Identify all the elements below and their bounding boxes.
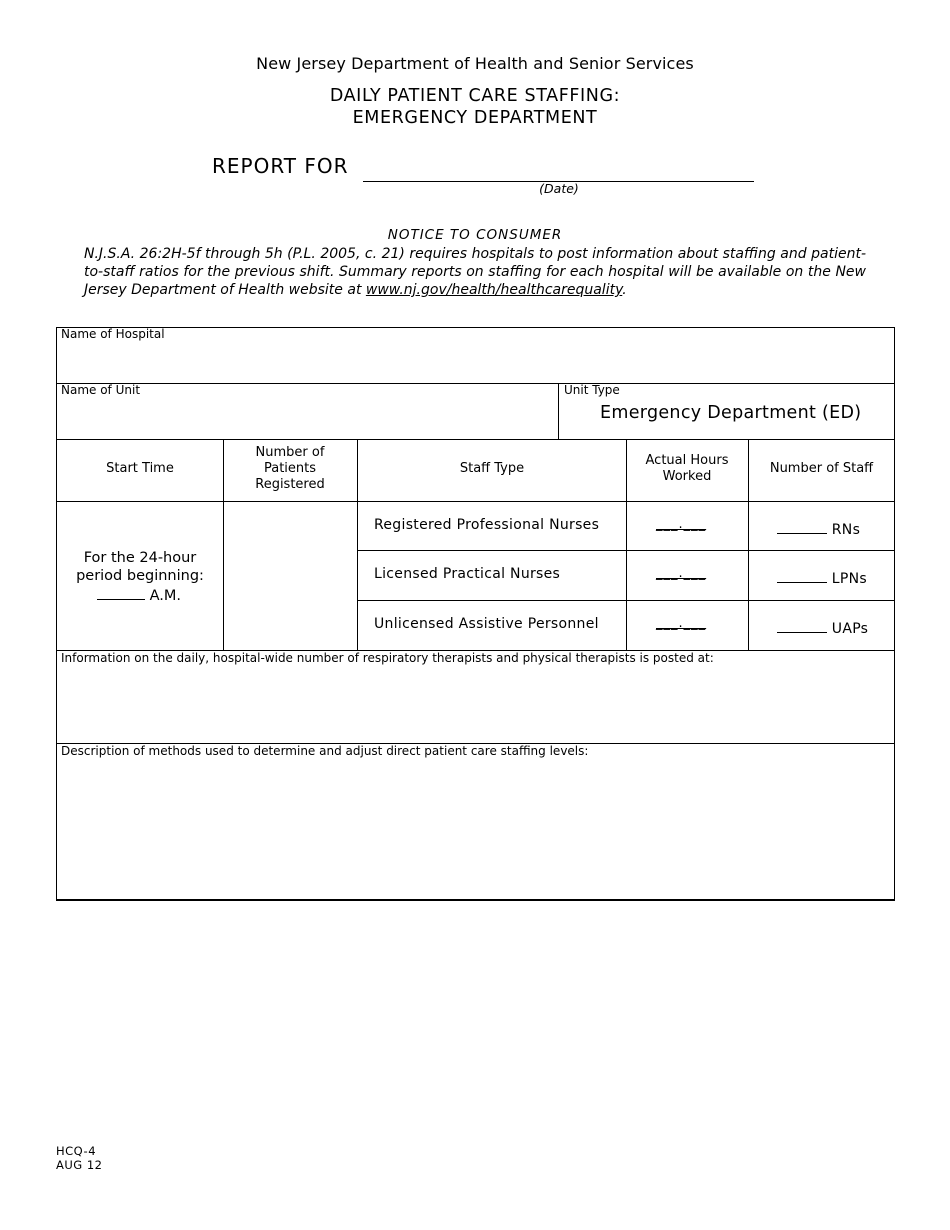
hours-field-rn[interactable]: ___.___ — [656, 517, 707, 532]
period-text: For the 24-hour period beginning: — [76, 550, 204, 584]
form-revision: AUG 12 — [56, 1158, 103, 1172]
unit-name-field[interactable] — [57, 401, 557, 437]
hours-field-lpn[interactable]: ___.___ — [656, 566, 707, 581]
staff-type-lpn: Licensed Practical Nurses — [374, 566, 561, 582]
col-number-of-staff: Number of Staff — [769, 461, 874, 476]
staff-count-field-uap[interactable] — [777, 616, 827, 633]
therapists-info-label: Information on the daily, hospital-wide number of respiratory therapists and physical therapists is posted at: — [61, 651, 714, 665]
hospital-name-label: Name of Hospital — [61, 327, 165, 341]
form-title-line-1: DAILY PATIENT CARE STAFFING: — [329, 86, 621, 106]
unit-type-value: Emergency Department (ED) — [600, 403, 862, 423]
staff-count-field-rn[interactable] — [777, 517, 827, 534]
unit-type-label: Unit Type — [564, 383, 620, 397]
col-actual-hours: Actual Hours Worked — [645, 453, 729, 484]
hospital-name-field[interactable] — [57, 345, 893, 381]
uap-abbr: UAPs — [831, 621, 869, 637]
unit-name-label: Name of Unit — [61, 383, 141, 397]
therapists-info-field[interactable] — [57, 670, 893, 742]
start-time-entry — [97, 585, 181, 604]
date-hint: (Date) — [539, 181, 579, 196]
rn-abbr: RNs — [831, 522, 861, 538]
hours-field-uap[interactable]: ___.___ — [656, 616, 707, 631]
staffing-methods-label: Description of methods used to determine and adjust direct patient care staffing levels: — [61, 744, 589, 758]
staff-count-lpn — [777, 566, 867, 587]
staff-type-rn: Registered Professional Nurses — [374, 517, 600, 533]
am-label: A.M. — [149, 588, 182, 604]
start-time-field[interactable] — [97, 585, 145, 600]
notice-text-end: . — [622, 282, 627, 298]
form-title-line-2: EMERGENCY DEPARTMENT — [352, 108, 598, 128]
patients-registered-field[interactable] — [224, 502, 357, 650]
notice-text: N.J.S.A. 26:2H-5f through 5h (P.L. 2005, c. 21) requires hospitals to post information about staffing and patient-to-staff ratios for the previous shift. Summary reports on staffing for each hospital will be available on the New Jersey Department of Health website at — [84, 246, 866, 298]
staff-type-uap: Unlicensed Assistive Personnel — [374, 616, 599, 632]
staff-count-uap — [777, 616, 868, 637]
report-for-label: REPORT FOR — [212, 154, 349, 178]
col-staff-type: Staff Type — [459, 461, 525, 476]
divider — [56, 383, 894, 384]
divider — [56, 501, 894, 502]
col-patients-registered: Number of Patients Registered — [255, 445, 325, 492]
divider — [626, 439, 627, 650]
col-start-time: Start Time — [106, 461, 174, 476]
lpn-abbr: LPNs — [831, 571, 867, 587]
staff-count-rn — [777, 517, 860, 538]
staff-count-field-lpn[interactable] — [777, 566, 827, 583]
divider — [558, 383, 559, 439]
staffing-methods-field[interactable] — [57, 763, 893, 896]
divider — [56, 439, 894, 440]
notice-heading: NOTICE TO CONSUMER — [387, 227, 563, 243]
website-link[interactable]: www.nj.gov/health/healthcarequality — [365, 282, 623, 298]
form-code: HCQ-4 — [56, 1144, 97, 1158]
agency-name: New Jersey Department of Health and Senior Services — [256, 54, 694, 73]
notice-body — [84, 245, 866, 299]
